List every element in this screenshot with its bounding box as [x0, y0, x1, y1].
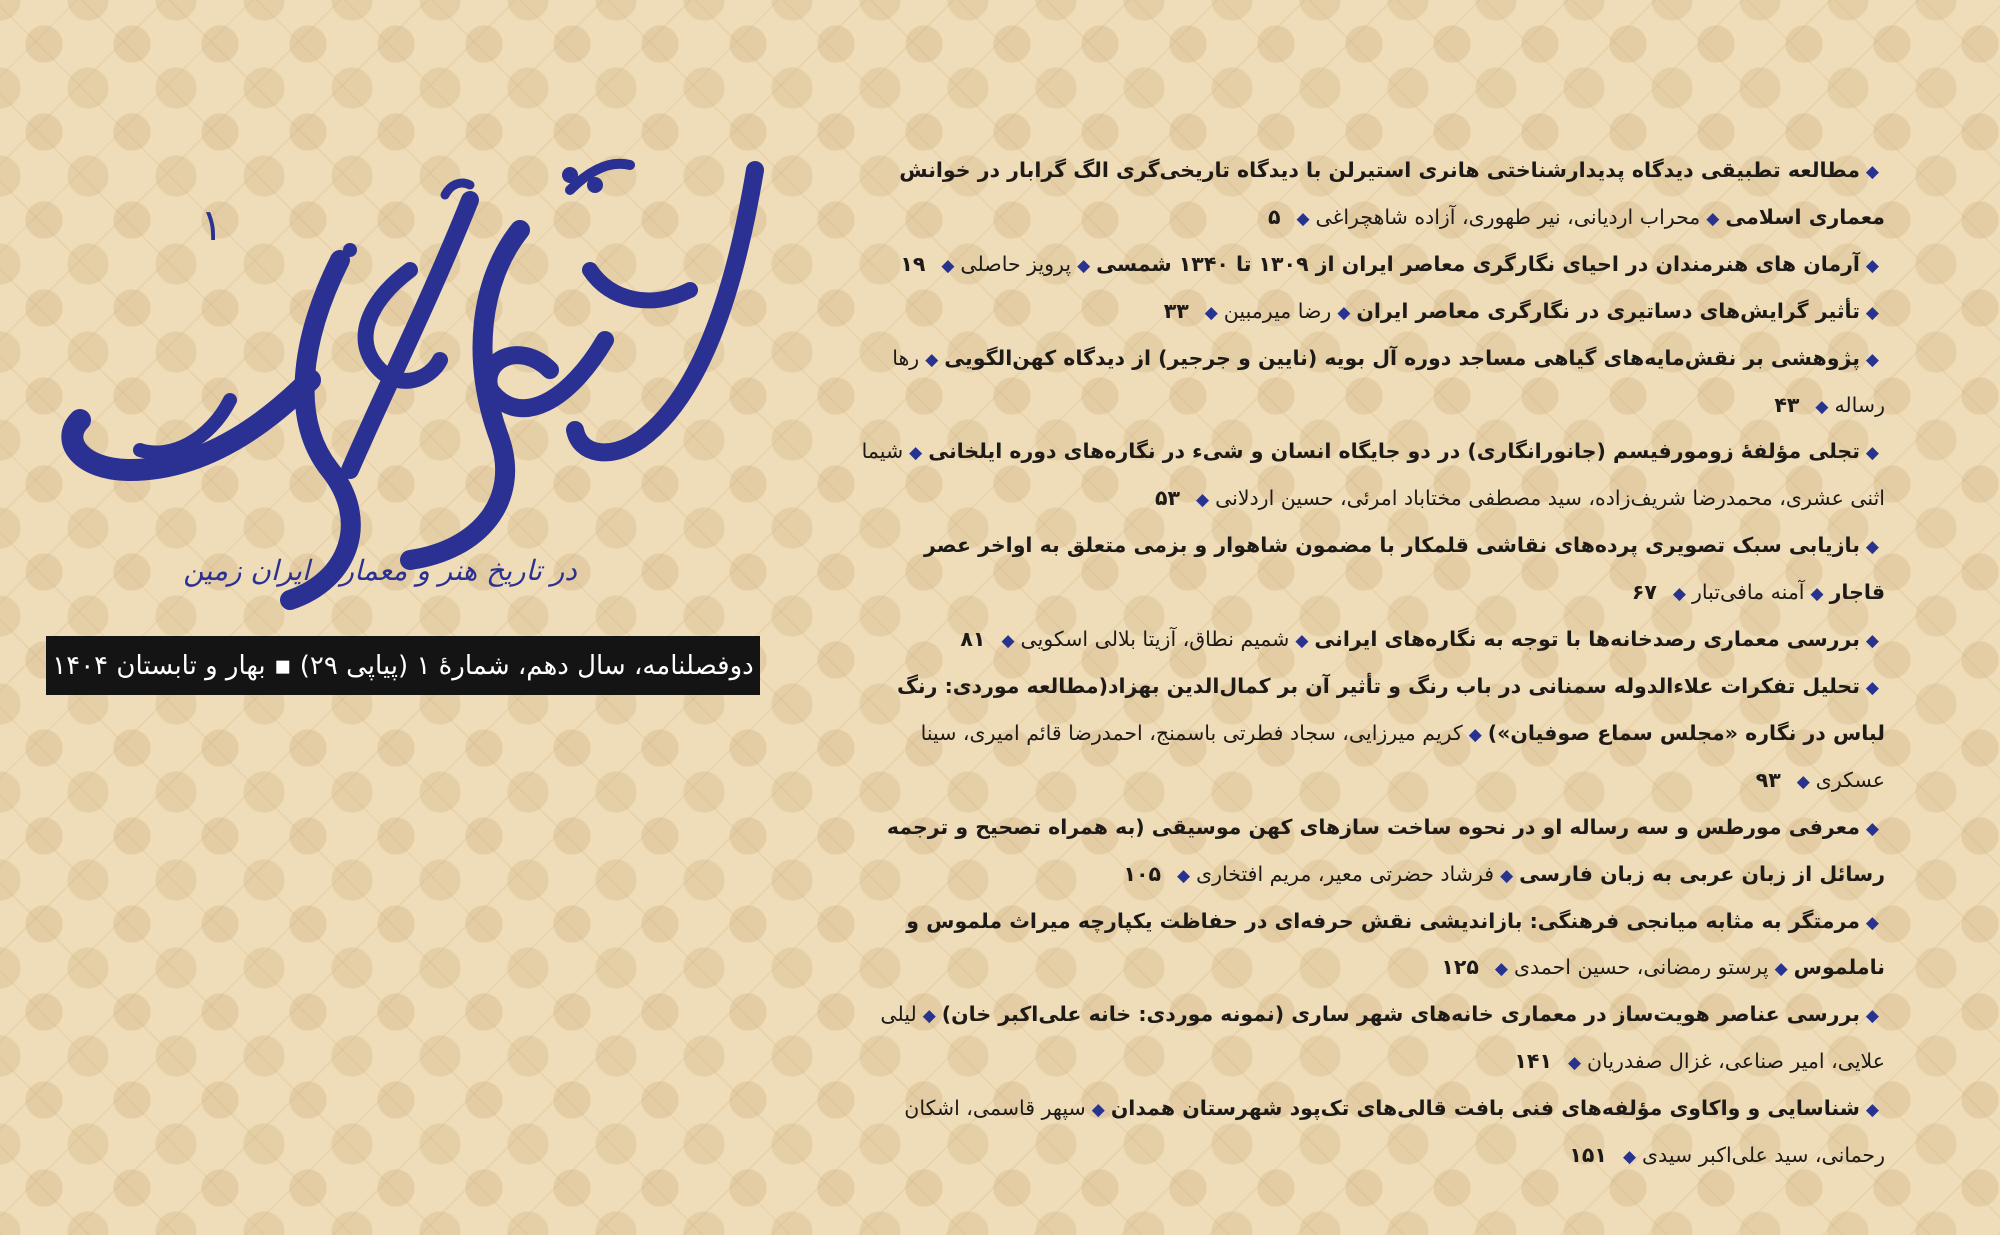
article-authors: شیما اثنی عشری، محمدرضا شریف‌زاده، سید مصطفی مختاباد امرئی، حسین اردلانی — [861, 439, 1885, 511]
diamond-bullet-icon: ◆ — [1622, 1147, 1637, 1168]
article-title[interactable]: تجلی مؤلفۀ زومورفیسم (جانورانگاری) در دو جایگاه انسان و شیء در نگاره‌های دوره ایلخانی — [928, 439, 1860, 464]
diamond-bullet-icon: ◆ — [1204, 302, 1218, 323]
article-authors: آمنه مافی‌تبار — [1691, 580, 1805, 605]
toc-entry[interactable] — [840, 899, 1885, 993]
toc-entry[interactable] — [840, 1086, 1885, 1180]
article-authors: رضا میرمبین — [1223, 298, 1332, 323]
diamond-bullet-icon: ◆ — [1865, 1100, 1879, 1121]
diamond-bullet-icon: ◆ — [1567, 1053, 1582, 1074]
diamond-bullet-icon: ◆ — [1865, 1006, 1879, 1027]
diamond-bullet-icon: ◆ — [1295, 631, 1309, 652]
toc-entry[interactable] — [840, 523, 1885, 617]
diamond-bullet-icon: ◆ — [1001, 631, 1015, 652]
diamond-bullet-icon: ◆ — [1865, 818, 1879, 839]
article-page: ۸۱ — [960, 627, 986, 652]
diamond-bullet-icon: ◆ — [1296, 208, 1310, 229]
toc-entry[interactable] — [840, 664, 1885, 805]
issue-band — [46, 636, 760, 695]
article-page: ۶۷ — [1631, 580, 1657, 605]
logo-number: ۱ — [200, 200, 224, 251]
diamond-bullet-icon: ◆ — [1865, 443, 1879, 464]
diamond-bullet-icon: ◆ — [1337, 302, 1351, 323]
diamond-bullet-icon: ◆ — [1706, 208, 1720, 229]
toc-entry[interactable] — [840, 242, 1885, 289]
diamond-bullet-icon: ◆ — [1865, 677, 1879, 698]
diamond-bullet-icon: ◆ — [1468, 724, 1482, 745]
diamond-bullet-icon: ◆ — [925, 349, 939, 370]
toc-entry[interactable] — [840, 992, 1885, 1086]
logo-subtitle: در تاریخ هنر و معماری ایران زمین — [183, 554, 577, 587]
toc-entry[interactable] — [840, 805, 1885, 899]
article-title[interactable]: مطالعه تطبیقی دیدگاه پدیدارشناختی هانری استیرلن با دیدگاه تاریخی‌گری الگ گرابار در خوانش معماری اسلامی — [899, 158, 1885, 229]
article-title[interactable]: آرمان های هنرمندان در احیای نگارگری معاصر ایران از ۱۳۰۹ تا ۱۳۴۰ شمسی — [1096, 251, 1860, 276]
diamond-bullet-icon: ◆ — [1810, 584, 1824, 605]
toc-entry[interactable] — [840, 336, 1885, 430]
toc-entry[interactable] — [840, 617, 1885, 664]
diamond-bullet-icon: ◆ — [909, 443, 923, 464]
article-title[interactable]: بررسی معماری رصدخانه‌ها با توجه به نگاره‌های ایرانی — [1314, 627, 1860, 652]
diamond-bullet-icon: ◆ — [1494, 959, 1508, 980]
article-page: ۹۳ — [1755, 767, 1781, 792]
article-authors: سپهر قاسمی، اشکان رحمانی، سید علی‌اکبر سیدی — [904, 1096, 1885, 1168]
article-page: ۱۴۱ — [1514, 1049, 1552, 1074]
issue-line: دوفصلنامه، سال دهم، شمارۀ ۱ (پیاپی ۲۹) ▪ بهار و تابستان ۱۴۰۴ — [52, 650, 754, 681]
article-page: ۳۳ — [1163, 298, 1189, 323]
diamond-bullet-icon: ◆ — [1500, 865, 1514, 886]
diamond-bullet-icon: ◆ — [1091, 1100, 1105, 1121]
table-of-contents — [840, 148, 1885, 1180]
article-title[interactable]: تأثیر گرایش‌های دساتیری در نگارگری معاصر ایران — [1356, 298, 1860, 323]
diamond-bullet-icon: ◆ — [1774, 959, 1788, 980]
diamond-bullet-icon: ◆ — [941, 255, 955, 276]
article-title[interactable]: معرفی مورطس و سه رساله او در نحوه ساخت سازهای کهن موسیقی (به همراه تصحیح و ترجمه رسائل از زبان عربی به زبان فارسی — [886, 814, 1885, 886]
diamond-bullet-icon: ◆ — [1672, 584, 1686, 605]
diamond-bullet-icon: ◆ — [1865, 912, 1879, 933]
article-authors: کریم میرزایی، سجاد فطرتی باسمنج، احمدرضا قائم امیری، سینا عسکری — [920, 720, 1885, 792]
article-page: ۱۵۱ — [1569, 1143, 1607, 1168]
article-page: ۵۳ — [1154, 486, 1180, 511]
article-authors: محراب اردیانی، نیر طهوری، آزاده شاهچراغی — [1315, 204, 1701, 229]
article-authors: رها رساله — [892, 345, 1885, 417]
article-title[interactable]: مرمتگر به مثابه میانجی فرهنگی: بازاندیشی نقش حرفه‌ای در حفاظت یکپارچه میراث ملموس و ناملموس — [906, 908, 1885, 980]
article-authors: لیلی علایی، امیر صناعی، غزال صفدریان — [880, 1002, 1885, 1074]
diamond-bullet-icon: ◆ — [1796, 771, 1810, 792]
article-title[interactable]: بررسی عناصر هویت‌ساز در معماری خانه‌های شهر ساری (نمونه موردی: خانه علی‌اکبر خان) — [941, 1002, 1860, 1027]
diamond-bullet-icon: ◆ — [1815, 396, 1829, 417]
diamond-bullet-icon: ◆ — [1176, 865, 1191, 886]
article-title[interactable]: شناسایی و واکاوی مؤلفه‌های فنی بافت قالی‌های تک‌پود شهرستان همدان — [1110, 1096, 1860, 1121]
article-title[interactable]: پژوهشی بر نقش‌مایه‌های گیاهی مساجد دوره آل بویه (نایین و جرجیر) از دیدگاه کهن‌الگویی — [944, 345, 1860, 370]
article-page: ۱۰۵ — [1123, 861, 1161, 886]
article-title[interactable]: بازیابی سبک تصویری پرده‌های نقاشی قلمکار با مضمون شاهوار و بزمی متعلق به اواخر عصر قاجار — [924, 533, 1885, 605]
toc-entry[interactable] — [840, 289, 1885, 336]
diamond-bullet-icon: ◆ — [1865, 255, 1879, 276]
article-title[interactable]: تحلیل تفکرات علاءالدوله سمنانی در باب رنگ و تأثیر آن بر کمال‌الدین بهزاد(مطالعه موردی: رنگ لباس در نگاره «مجلس سماع صوفیان») — [896, 673, 1885, 745]
diamond-bullet-icon: ◆ — [1077, 255, 1091, 276]
diamond-bullet-icon: ◆ — [1865, 537, 1879, 558]
journal-logo — [50, 140, 770, 620]
article-authors: شمیم نطاق، آزیتا بلالی اسکویی — [1020, 627, 1290, 652]
diamond-bullet-icon: ◆ — [1865, 162, 1879, 182]
article-authors: فرشاد حضرتی معیر، مریم افتخاری — [1196, 861, 1495, 886]
diamond-bullet-icon: ◆ — [1195, 490, 1210, 511]
article-page: ۱۲۵ — [1441, 955, 1479, 980]
toc-entry[interactable] — [840, 429, 1885, 523]
article-page: ۵ — [1267, 204, 1281, 229]
article-page: ۴۳ — [1774, 392, 1800, 417]
diamond-bullet-icon: ◆ — [1865, 631, 1879, 652]
diamond-bullet-icon: ◆ — [1865, 302, 1879, 323]
diamond-bullet-icon: ◆ — [1865, 349, 1879, 370]
toc-entry[interactable] — [840, 148, 1885, 242]
article-authors: پرویز حاصلی — [960, 251, 1072, 276]
diamond-bullet-icon: ◆ — [922, 1006, 936, 1027]
article-authors: پرستو رمضانی، حسین احمدی — [1513, 955, 1769, 980]
article-page: ۱۹ — [900, 251, 926, 276]
